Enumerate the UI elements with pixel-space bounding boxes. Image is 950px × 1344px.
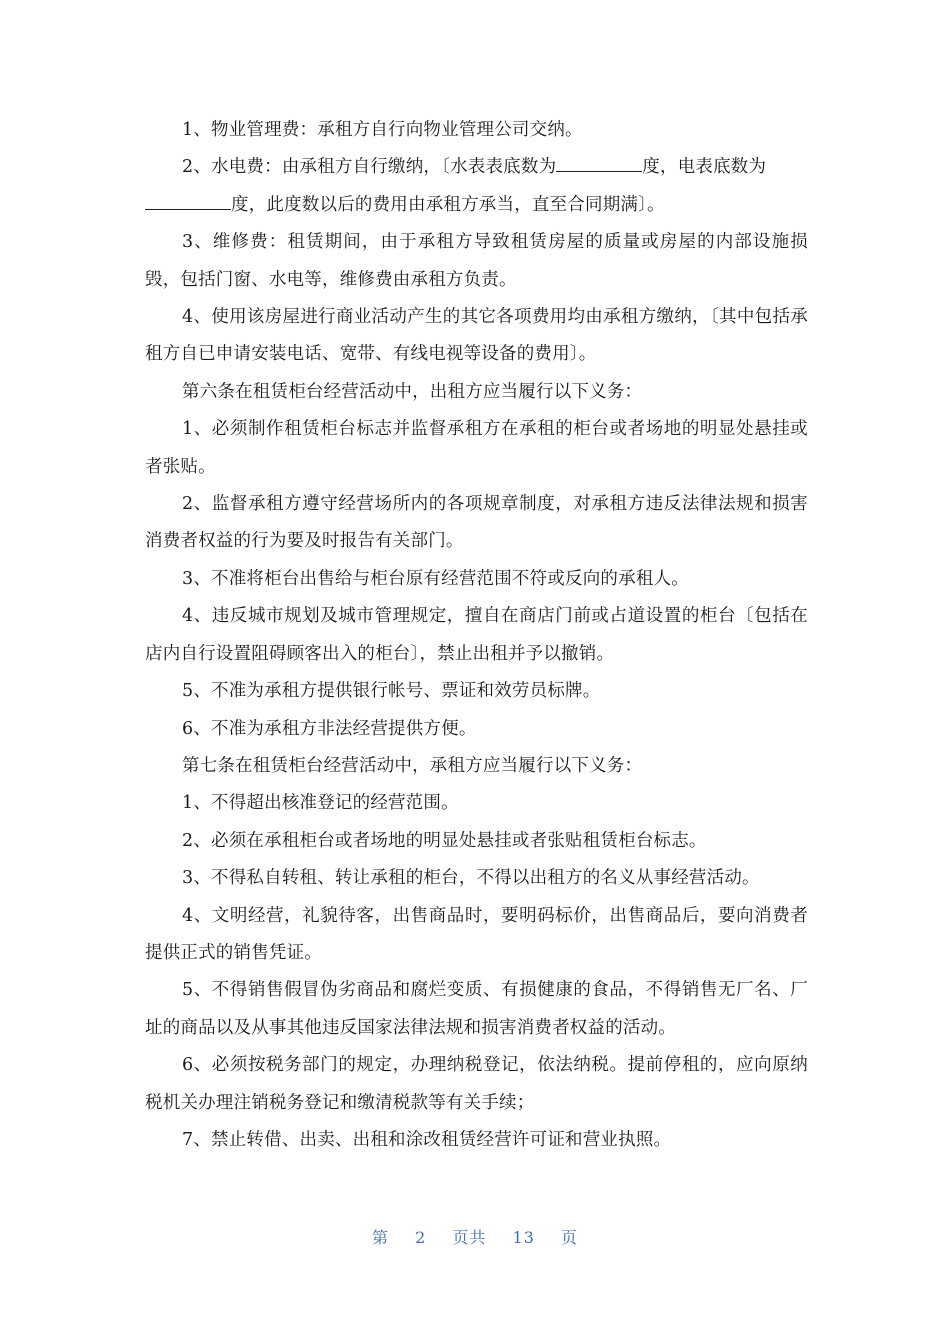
footer-page-number: 2	[415, 1228, 427, 1247]
paragraph: 2、必须在承租柜台或者场地的明显处悬挂或者张贴租赁柜台标志。	[182, 830, 707, 851]
fill-in-blank	[556, 151, 642, 172]
paragraph: 1、必须制作租赁柜台标志并监督承租方在承租的柜台或者场地的明显处悬挂或者张贴。	[145, 419, 808, 477]
paragraph: 6、必须按税务部门的规定，办理纳税登记，依法纳税。提前停租的，应向原纳税机关办理注销税务登记和缴清税款等有关手续；	[145, 1055, 808, 1113]
paragraph: 1、不得超出核准登记的经营范围。	[182, 793, 459, 814]
paragraph: 5、不得销售假冒伪劣商品和腐烂变质、有损健康的食品，不得销售无厂名、厂址的商品以及从事其他违反国家法律法规和损害消费者权益的活动。	[145, 980, 808, 1038]
paragraph: 3、不得私自转租、转让承租的柜台，不得以出租方的名义从事经营活动。	[182, 868, 760, 889]
footer-total-word: 页共	[452, 1228, 487, 1247]
paragraph: 2、监督承租方遵守经营场所内的各项规章制度，对承租方违反法律法规和损害消费者权益的行为要及时报告有关部门。	[145, 494, 808, 552]
text-segment: 2、水电费：由承租方自行缴纳，〔水表表底数为	[182, 157, 557, 178]
text-segment: 度，电表底数为	[642, 157, 767, 178]
paragraph-water-electric-fee	[145, 149, 808, 224]
paragraph: 4、违反城市规划及城市管理规定，擅自在商店门前或占道设置的柜台〔包括在店内自行设置阻碍顾客出入的柜台〕，禁止出租并予以撤销。	[145, 606, 808, 664]
paragraph: 5、不准为承租方提供银行帐号、票证和效劳员标牌。	[182, 681, 601, 702]
paragraph: 4、文明经营，礼貌待客，出售商品时，要明码标价，出售商品后，要向消费者提供正式的销售凭证。	[145, 905, 808, 963]
document-body	[145, 112, 808, 1159]
page-footer	[0, 1225, 950, 1248]
text-segment: 度，此度数以后的费用由承租方承当，直至合同期满〕。	[231, 194, 665, 215]
paragraph: 4、使用该房屋进行商业活动产生的其它各项费用均由承租方缴纳，〔其中包括承租方自已申请安装电话、宽带、有线电视等设备的费用〕。	[145, 307, 808, 365]
paragraph: 7、禁止转借、出卖、出租和涂改租赁经营许可证和营业执照。	[182, 1129, 672, 1150]
footer-page-word: 第	[372, 1228, 390, 1247]
footer-total-pages: 13	[512, 1228, 535, 1247]
footer-end-word: 页	[560, 1228, 578, 1247]
paragraph: 6、不准为承租方非法经营提供方便。	[182, 718, 477, 739]
article-heading: 第七条在租赁柜台经营活动中，承租方应当履行以下义务：	[182, 755, 643, 776]
fill-in-blank	[145, 189, 231, 210]
paragraph: 3、维修费：租赁期间，由于承租方导致租赁房屋的质量或房屋的内部设施损毁，包括门窗、水电等，维修费由承租方负责。	[145, 232, 808, 290]
paragraph: 3、不准将柜台出售给与柜台原有经营范围不符或反向的承租人。	[182, 568, 689, 589]
article-heading: 第六条在租赁柜台经营活动中，出租方应当履行以下义务：	[182, 381, 643, 402]
paragraph: 1、物业管理费：承租方自行向物业管理公司交纳。	[182, 120, 583, 140]
